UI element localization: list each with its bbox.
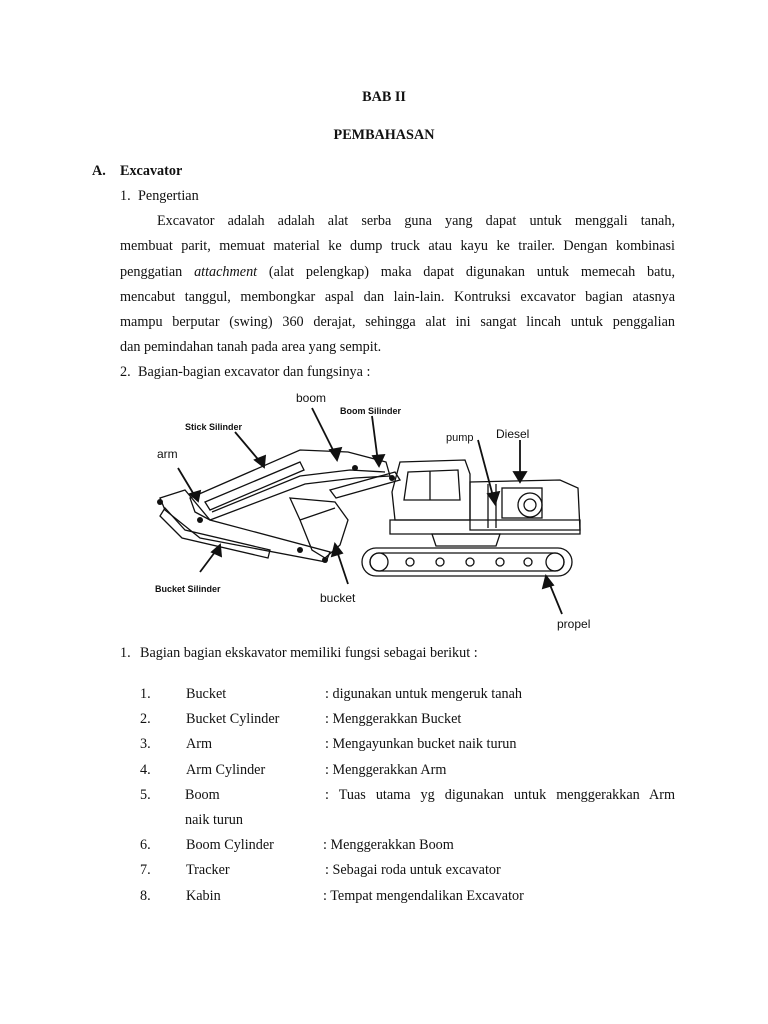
- item-desc: : Menggerakkan Arm: [325, 762, 447, 778]
- paragraph-line-3: penggatian attachment (alat pelengkap) maka dapat digunakan untuk memecah batu,: [120, 264, 675, 280]
- label-bucket-silinder: Bucket Silinder: [155, 584, 221, 594]
- label-boom-silinder: Boom Silinder: [340, 406, 402, 416]
- item-desc-continuation: naik turun: [185, 812, 243, 828]
- item-number: 5.: [140, 787, 151, 803]
- item-number: 2.: [140, 711, 151, 727]
- item-desc: : Menggerakkan Bucket: [325, 711, 462, 727]
- sub1-number: 1.: [120, 188, 131, 204]
- list-item: [0, 888, 768, 906]
- list-item: [0, 736, 768, 754]
- list-item: [0, 787, 768, 805]
- item-name: Arm: [186, 736, 213, 752]
- list-item: [0, 686, 768, 704]
- paragraph-line-4: mencabut tanggul, membongkar aspal dan lain-lain. Kontruksi excavator bagian atasnya: [120, 289, 675, 305]
- item-name: Bucket Cylinder: [186, 711, 280, 727]
- label-bucket: bucket: [320, 591, 356, 605]
- item-desc: : digunakan untuk mengeruk tanah: [325, 686, 522, 702]
- label-stick-silinder: Stick Silinder: [185, 422, 243, 432]
- excavator-drawing: [160, 450, 580, 576]
- item-desc: : Menggerakkan Boom: [323, 837, 454, 853]
- item-name: Tracker: [186, 862, 230, 878]
- arm-shape: [160, 490, 330, 562]
- paragraph-line-6: dan pemindahan tanah pada area yang sempit.: [120, 339, 382, 355]
- item-name: Boom: [185, 787, 220, 803]
- swing-ring-shape: [432, 534, 500, 546]
- item-desc: : Sebagai roda untuk excavator: [325, 862, 501, 878]
- item-number: 1.: [140, 686, 151, 702]
- section-marker: A.: [92, 163, 106, 179]
- chapter-heading: PEMBAHASAN: [333, 127, 435, 143]
- label-pump: pump: [446, 432, 474, 444]
- item-desc: : Mengayunkan bucket naik turun: [325, 736, 517, 752]
- label-diesel: Diesel: [496, 427, 530, 441]
- cabin-shape: [392, 460, 470, 520]
- item-desc: : Tempat mengendalikan Excavator: [323, 888, 524, 904]
- section-title: Excavator: [120, 163, 183, 179]
- item-name: Arm Cylinder: [186, 762, 266, 778]
- paragraph-line-5: mampu berputar (swing) 360 derajat, sehingga alat ini sangat lincah untuk penggalian: [120, 314, 675, 330]
- list-item: [0, 762, 768, 780]
- item-number: 8.: [140, 888, 151, 904]
- label-arm: arm: [157, 447, 178, 461]
- emphasis-attachment: attachment: [194, 264, 258, 280]
- paragraph-line-1: Excavator adalah adalah alat serba guna yang dapat untuk menggali tanah,: [157, 213, 675, 229]
- item-number: 3.: [140, 736, 151, 752]
- list-item: [0, 711, 768, 729]
- chapter-title: BAB II: [362, 89, 406, 105]
- sub2-number: 2.: [120, 364, 131, 380]
- sub1-title: Pengertian: [138, 188, 199, 204]
- item-number: 7.: [140, 862, 151, 878]
- item-name: Bucket: [186, 686, 227, 702]
- list-item-continuation: [0, 812, 768, 830]
- item-number: 4.: [140, 762, 151, 778]
- pin-joints: [157, 465, 395, 563]
- list-item: [0, 862, 768, 880]
- item-desc: : Tuas utama yg digunakan untuk menggerakkan Arm: [325, 787, 675, 803]
- list-intro-number: 1.: [120, 645, 131, 661]
- list-intro-text: Bagian bagian ekskavator memiliki fungsi sebagai berikut :: [140, 645, 478, 661]
- sub2-title: Bagian-bagian excavator dan fungsinya :: [138, 364, 371, 380]
- item-name: Kabin: [186, 888, 221, 904]
- boom-shape: [190, 450, 390, 520]
- item-number: 6.: [140, 837, 151, 853]
- paragraph-line-2: membuat parit, memuat material ke dump truck atau kayu ke trailer. Dengan kombinasi: [120, 238, 675, 254]
- item-name: Boom Cylinder: [186, 837, 274, 853]
- excavator-diagram: [0, 380, 768, 640]
- label-boom: boom: [296, 391, 327, 405]
- track-shape: [362, 548, 572, 576]
- list-item: [0, 837, 768, 855]
- label-propel: propel: [557, 617, 591, 631]
